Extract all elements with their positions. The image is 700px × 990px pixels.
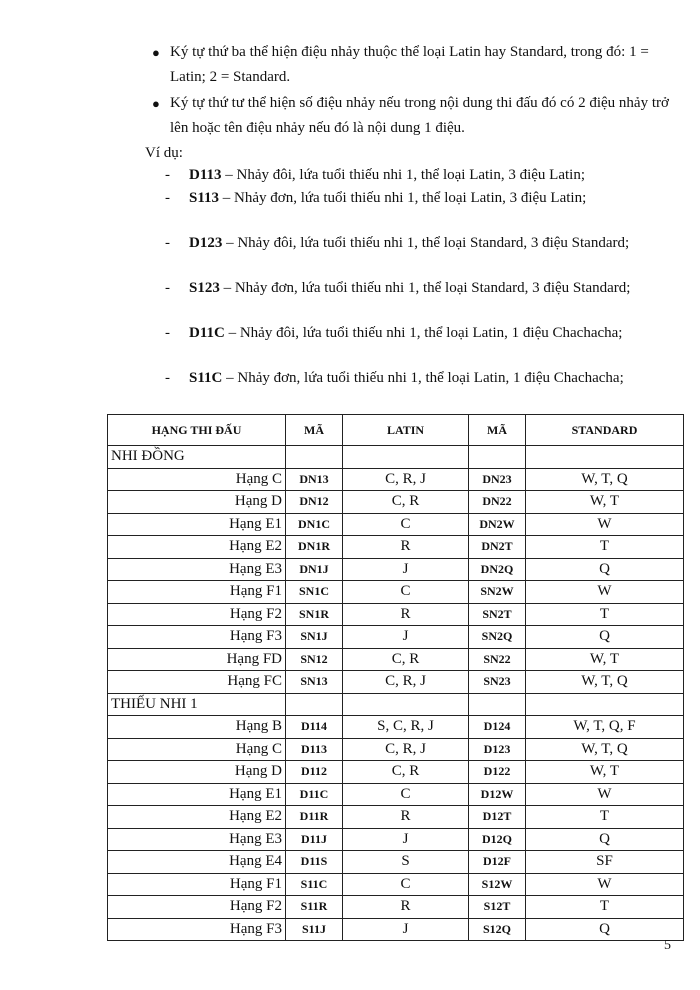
- rank-name: Hạng F2: [108, 603, 286, 626]
- example-code: S123: [189, 280, 220, 296]
- latin-code: SN1R: [286, 603, 343, 626]
- bullet-dot-icon: ●: [152, 45, 160, 60]
- latin-dances: C, R, J: [343, 738, 469, 761]
- rank-name: Hạng E2: [108, 806, 286, 829]
- standard-code: SN2W: [469, 581, 526, 604]
- header-latin: LATIN: [343, 415, 469, 446]
- empty-cell: [286, 446, 343, 469]
- latin-dances: C: [343, 873, 469, 896]
- table-row: [108, 558, 684, 581]
- empty-cell: [469, 693, 526, 716]
- latin-dances: C, R, J: [343, 468, 469, 491]
- rank-name: Hạng E4: [108, 851, 286, 874]
- bullet-dot-icon: ●: [152, 96, 160, 111]
- table-row: [108, 603, 684, 626]
- standard-code: S12Q: [469, 918, 526, 941]
- rank-name: Hạng F1: [108, 873, 286, 896]
- standard-code: DN2T: [469, 536, 526, 559]
- standard-dances: W, T: [526, 761, 684, 784]
- standard-dances: Q: [526, 558, 684, 581]
- standard-code: S12W: [469, 873, 526, 896]
- example-item: [165, 367, 670, 390]
- standard-dances: Q: [526, 828, 684, 851]
- standard-code: S12T: [469, 896, 526, 919]
- standard-dances: W: [526, 873, 684, 896]
- header-latin-code: MÃ: [286, 415, 343, 446]
- latin-dances: R: [343, 603, 469, 626]
- table-row: [108, 761, 684, 784]
- table-row: [108, 873, 684, 896]
- standard-dances: T: [526, 603, 684, 626]
- standard-code: DN23: [469, 468, 526, 491]
- rank-name: Hạng E1: [108, 513, 286, 536]
- dash-marker: -: [165, 325, 170, 341]
- group-row: [108, 693, 684, 716]
- table-row: [108, 513, 684, 536]
- latin-dances: J: [343, 558, 469, 581]
- example-item: [165, 277, 670, 300]
- rank-name: Hạng E2: [108, 536, 286, 559]
- empty-cell: [526, 693, 684, 716]
- header-standard-code: MÃ: [469, 415, 526, 446]
- standard-code: D12Q: [469, 828, 526, 851]
- latin-code: S11C: [286, 873, 343, 896]
- standard-code: D124: [469, 716, 526, 739]
- latin-code: D114: [286, 716, 343, 739]
- latin-dances: C: [343, 783, 469, 806]
- latin-code: D11S: [286, 851, 343, 874]
- standard-dances: W, T, Q: [526, 671, 684, 694]
- standard-dances: W, T: [526, 491, 684, 514]
- standard-code: DN2Q: [469, 558, 526, 581]
- empty-cell: [526, 446, 684, 469]
- standard-code: SN22: [469, 648, 526, 671]
- rank-name: Hạng E3: [108, 558, 286, 581]
- standard-dances: W, T, Q: [526, 468, 684, 491]
- rank-name: Hạng FD: [108, 648, 286, 671]
- latin-dances: C, R: [343, 491, 469, 514]
- latin-dances: S: [343, 851, 469, 874]
- example-item: [165, 232, 670, 255]
- example-text: – Nhảy đơn, lứa tuổi thiếu nhi 1, thể loại Standard, 3 điệu Standard;: [219, 280, 631, 296]
- standard-dances: W: [526, 581, 684, 604]
- rank-name: Hạng F3: [108, 918, 286, 941]
- table-row: [108, 468, 684, 491]
- rank-name: Hạng E3: [108, 828, 286, 851]
- latin-code: SN1J: [286, 626, 343, 649]
- rank-name: Hạng C: [108, 738, 286, 761]
- latin-code: DN1J: [286, 558, 343, 581]
- table-row: [108, 491, 684, 514]
- standard-dances: W: [526, 783, 684, 806]
- standard-code: SN2Q: [469, 626, 526, 649]
- standard-code: SN2T: [469, 603, 526, 626]
- standard-dances: T: [526, 896, 684, 919]
- page-number: 5: [664, 938, 671, 953]
- example-text: – Nhảy đôi, lứa tuổi thiếu nhi 1, thể loại Standard, 3 điệu Standard;: [222, 235, 630, 251]
- empty-cell: [469, 446, 526, 469]
- group-name: NHI ĐỒNG: [108, 446, 286, 469]
- table-row: [108, 851, 684, 874]
- example-item: [165, 164, 670, 187]
- latin-code: SN1C: [286, 581, 343, 604]
- standard-code: D123: [469, 738, 526, 761]
- latin-code: S11R: [286, 896, 343, 919]
- table-row: [108, 896, 684, 919]
- empty-cell: [286, 693, 343, 716]
- rank-name: Hạng FC: [108, 671, 286, 694]
- latin-dances: C, R: [343, 648, 469, 671]
- table-row: [108, 671, 684, 694]
- standard-code: DN2W: [469, 513, 526, 536]
- group-name: THIẾU NHI 1: [108, 693, 286, 716]
- standard-dances: Q: [526, 918, 684, 941]
- latin-dances: C, R, J: [343, 671, 469, 694]
- latin-code: DN12: [286, 491, 343, 514]
- rank-name: Hạng B: [108, 716, 286, 739]
- table-row: [108, 738, 684, 761]
- table-row: [108, 828, 684, 851]
- rank-name: Hạng F3: [108, 626, 286, 649]
- table-row: [108, 783, 684, 806]
- latin-code: D11J: [286, 828, 343, 851]
- dash-marker: -: [165, 190, 170, 206]
- standard-dances: W, T, Q, F: [526, 716, 684, 739]
- example-code: S11C: [189, 370, 223, 386]
- example-code: D113: [189, 167, 222, 183]
- standard-code: D12F: [469, 851, 526, 874]
- example-code: S113: [189, 190, 220, 206]
- standard-code: D12W: [469, 783, 526, 806]
- latin-code: SN12: [286, 648, 343, 671]
- header-standard: STANDARD: [526, 415, 684, 446]
- latin-dances: C: [343, 581, 469, 604]
- rank-name: Hạng D: [108, 491, 286, 514]
- table-row: [108, 806, 684, 829]
- example-code: D11C: [189, 325, 225, 341]
- rank-name: Hạng F2: [108, 896, 286, 919]
- table-row: [108, 648, 684, 671]
- rank-name: Hạng E1: [108, 783, 286, 806]
- latin-code: SN13: [286, 671, 343, 694]
- latin-dances: C: [343, 513, 469, 536]
- empty-cell: [343, 693, 469, 716]
- rank-table: [107, 414, 684, 941]
- bullet-item: [152, 91, 670, 141]
- empty-cell: [343, 446, 469, 469]
- latin-dances: J: [343, 918, 469, 941]
- example-item: [165, 187, 670, 210]
- latin-code: D113: [286, 738, 343, 761]
- example-text: – Nhảy đơn, lứa tuổi thiếu nhi 1, thể loại Latin, 1 điệu Chachacha;: [222, 370, 624, 386]
- standard-dances: W, T: [526, 648, 684, 671]
- latin-code: DN1C: [286, 513, 343, 536]
- standard-code: DN22: [469, 491, 526, 514]
- bullet-item: [152, 40, 670, 90]
- example-text: – Nhảy đôi, lứa tuổi thiếu nhi 1, thể loại Latin, 3 điệu Latin;: [221, 167, 585, 183]
- rank-name: Hạng C: [108, 468, 286, 491]
- standard-dances: T: [526, 536, 684, 559]
- latin-code: D112: [286, 761, 343, 784]
- standard-dances: W: [526, 513, 684, 536]
- example-text: – Nhảy đôi, lứa tuổi thiếu nhi 1, thể loại Latin, 1 điệu Chachacha;: [224, 325, 623, 341]
- latin-dances: J: [343, 626, 469, 649]
- standard-dances: Q: [526, 626, 684, 649]
- example-text: – Nhảy đơn, lứa tuổi thiếu nhi 1, thể loại Latin, 3 điệu Latin;: [219, 190, 587, 206]
- example-code: D123: [189, 235, 223, 251]
- latin-dances: R: [343, 806, 469, 829]
- standard-code: SN23: [469, 671, 526, 694]
- latin-code: S11J: [286, 918, 343, 941]
- bullet-list: [152, 40, 670, 142]
- latin-code: D11R: [286, 806, 343, 829]
- latin-code: DN13: [286, 468, 343, 491]
- latin-dances: J: [343, 828, 469, 851]
- rank-name: Hạng D: [108, 761, 286, 784]
- standard-dances: T: [526, 806, 684, 829]
- table-row: [108, 626, 684, 649]
- table-row: [108, 536, 684, 559]
- latin-dances: C, R: [343, 761, 469, 784]
- example-heading: Ví dụ:: [145, 145, 183, 161]
- dash-marker: -: [165, 167, 170, 183]
- bullet-text: Ký tự thứ tư thể hiện số điệu nhảy nếu trong nội dung thi đấu đó có 2 điệu nhảy trở lên hoặc tên điệu nhảy nếu đó là nội dung 1 điệu.: [170, 95, 669, 136]
- bullet-text: Ký tự thứ ba thể hiện điệu nhảy thuộc thể loại Latin hay Standard, trong đó: 1 = Latin; 2 = Standard.: [170, 44, 649, 85]
- table-row: [108, 918, 684, 941]
- example-item: [165, 322, 670, 345]
- standard-code: D12T: [469, 806, 526, 829]
- latin-code: DN1R: [286, 536, 343, 559]
- table-row: [108, 581, 684, 604]
- group-row: [108, 446, 684, 469]
- standard-dances: SF: [526, 851, 684, 874]
- latin-dances: R: [343, 896, 469, 919]
- latin-dances: S, C, R, J: [343, 716, 469, 739]
- dash-marker: -: [165, 370, 170, 386]
- table-header-row: [108, 415, 684, 446]
- latin-dances: R: [343, 536, 469, 559]
- latin-code: D11C: [286, 783, 343, 806]
- standard-code: D122: [469, 761, 526, 784]
- dash-marker: -: [165, 235, 170, 251]
- table-row: [108, 716, 684, 739]
- header-rank: HẠNG THI ĐẤU: [108, 415, 286, 446]
- dash-marker: -: [165, 280, 170, 296]
- table-body: [108, 446, 684, 941]
- standard-dances: W, T, Q: [526, 738, 684, 761]
- rank-name: Hạng F1: [108, 581, 286, 604]
